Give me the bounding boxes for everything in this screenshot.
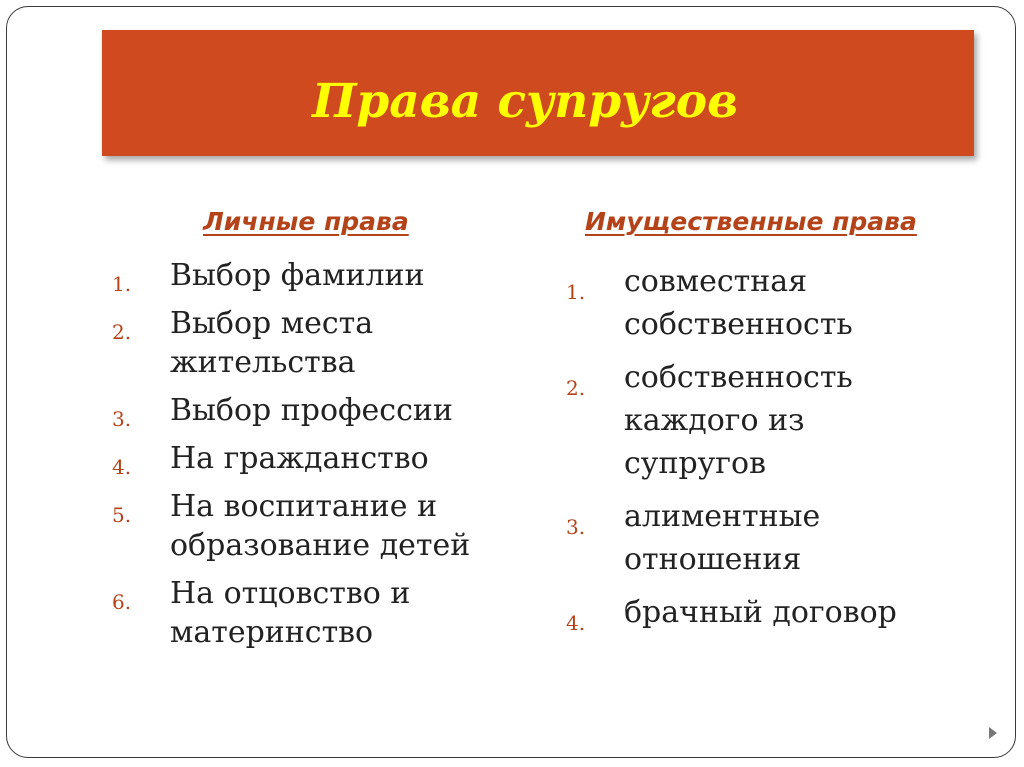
list-item-text: собственность каждого из супругов — [624, 360, 853, 481]
list-number: 3. — [566, 515, 586, 539]
property-rights-heading: Имущественные права — [585, 207, 917, 236]
list-item-text: На воспитание и образование детей — [170, 489, 471, 563]
list-item — [112, 439, 532, 478]
list-item — [112, 304, 532, 382]
triangle-right-icon[interactable] — [989, 727, 997, 739]
list-number: 4. — [112, 455, 132, 479]
list-item — [112, 391, 532, 430]
list-item — [112, 256, 532, 295]
list-item — [566, 591, 986, 634]
list-item-text: совместная собственность — [624, 264, 853, 342]
personal-rights-heading: Личные права — [203, 207, 409, 236]
list-item — [112, 487, 532, 565]
list-number: 5. — [112, 503, 132, 527]
list-item-text: На гражданство — [170, 441, 429, 476]
list-item — [566, 260, 986, 346]
property-rights-list — [566, 260, 986, 644]
list-item-text: На отцовство и материнство — [170, 576, 411, 650]
list-number: 2. — [112, 320, 132, 344]
list-number: 1. — [566, 280, 586, 304]
list-item — [566, 356, 986, 485]
list-number: 3. — [112, 407, 132, 431]
list-item-text: Выбор профессии — [170, 393, 453, 428]
list-number: 4. — [566, 611, 586, 635]
list-number: 2. — [566, 376, 586, 400]
list-item-text: брачный договор — [624, 595, 897, 630]
list-item-text: алиментные отношения — [624, 499, 821, 577]
list-number: 6. — [112, 590, 132, 614]
list-item-text: Выбор места жительства — [170, 306, 374, 380]
list-item-text: Выбор фамилии — [170, 258, 425, 293]
list-item — [566, 495, 986, 581]
list-item — [112, 574, 532, 652]
slide-title: Права супругов — [312, 74, 738, 129]
personal-rights-list — [112, 256, 532, 661]
list-number: 1. — [112, 272, 132, 296]
